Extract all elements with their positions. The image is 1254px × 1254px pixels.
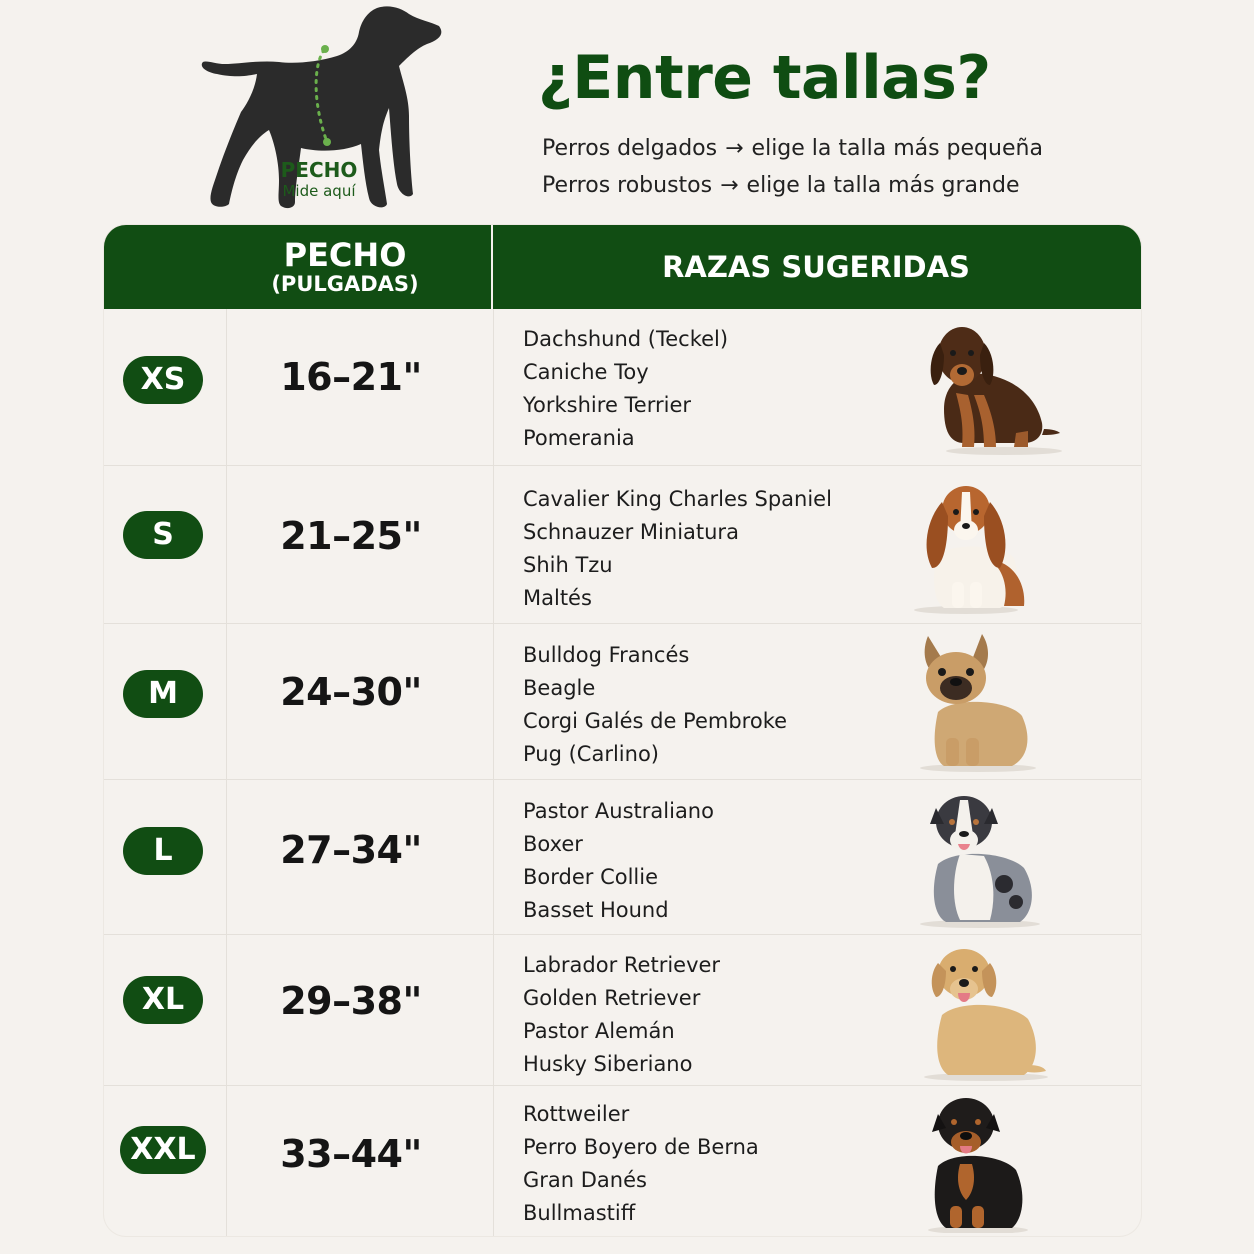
tip-stocky-dogs	[542, 171, 1019, 201]
header-breeds-label: RAZAS SUGERIDAS	[662, 250, 970, 284]
size-table	[104, 225, 1141, 1236]
chest-measure-label	[268, 158, 370, 200]
dachshund-photo	[904, 313, 1064, 458]
table-header	[104, 225, 1141, 309]
list-item: Yorkshire Terrier	[523, 393, 691, 417]
chest-range: 16–21"	[280, 355, 422, 399]
header-chest-label: PECHO	[283, 236, 407, 274]
list-item: Rottweiler	[523, 1102, 630, 1126]
chest-range: 21–25"	[280, 514, 422, 558]
breed-list	[523, 483, 832, 615]
tip-slim-dogs	[542, 134, 1043, 164]
breed-list	[523, 949, 720, 1081]
list-item: Gran Danés	[523, 1168, 647, 1192]
list-item: Pug (Carlino)	[523, 742, 659, 766]
list-item: Perro Boyero de Berna	[523, 1135, 759, 1159]
rottweiler-photo	[904, 1088, 1064, 1233]
chest-range: 27–34"	[280, 828, 422, 872]
breed-list	[523, 323, 728, 455]
list-item: Beagle	[523, 676, 596, 700]
header-chest	[104, 225, 493, 309]
header-chest-unit: (PULGADAS)	[271, 272, 419, 296]
list-item: Bulldog Francés	[523, 643, 690, 667]
size-badge: S	[123, 511, 203, 559]
list-item: Pastor Australiano	[523, 799, 714, 823]
arrow-right-icon: →	[720, 173, 739, 198]
chest-range: 24–30"	[280, 670, 422, 714]
australian-shepherd-photo	[904, 784, 1064, 929]
list-item: Basset Hound	[523, 898, 669, 922]
tip-advice: elige la talla más grande	[746, 173, 1020, 198]
cavalier-photo	[904, 472, 1064, 617]
breed-list	[523, 795, 714, 927]
list-item: Golden Retriever	[523, 986, 701, 1010]
arrow-right-icon: →	[725, 136, 744, 161]
table-row-s	[104, 465, 1141, 623]
table-row-l	[104, 779, 1141, 934]
list-item: Pomerania	[523, 426, 635, 450]
tip-condition: Perros delgados	[542, 136, 718, 161]
list-item: Husky Siberiano	[523, 1052, 693, 1076]
table-row-xs	[104, 309, 1141, 465]
labrador-photo	[904, 937, 1064, 1082]
list-item: Schnauzer Miniatura	[523, 520, 739, 544]
table-body	[104, 309, 1141, 1236]
list-item: Bullmastiff	[523, 1201, 636, 1225]
french-bulldog-photo	[904, 628, 1064, 773]
size-badge: XXL	[120, 1126, 206, 1174]
list-item: Caniche Toy	[523, 360, 649, 384]
list-item: Dachshund (Teckel)	[523, 327, 729, 351]
list-item: Boxer	[523, 832, 583, 856]
list-item: Cavalier King Charles Spaniel	[523, 487, 832, 511]
breed-list	[523, 1098, 759, 1230]
size-badge: XL	[123, 976, 203, 1024]
table-row-xxl	[104, 1085, 1141, 1236]
chest-range: 33–44"	[280, 1132, 422, 1176]
measure-title: PECHO	[280, 158, 358, 182]
tip-advice: elige la talla más pequeña	[751, 136, 1043, 161]
page-title: ¿Entre tallas?	[538, 43, 991, 113]
breed-list	[523, 639, 787, 771]
table-row-m	[104, 623, 1141, 779]
size-badge: M	[123, 670, 203, 718]
list-item: Labrador Retriever	[523, 953, 721, 977]
chest-range: 29–38"	[280, 979, 422, 1023]
list-item: Pastor Alemán	[523, 1019, 675, 1043]
list-item: Border Collie	[523, 865, 659, 889]
list-item: Shih Tzu	[523, 553, 613, 577]
measure-subtitle: Mide aquí	[282, 182, 356, 200]
list-item: Maltés	[523, 586, 592, 610]
list-item: Corgi Galés de Pembroke	[523, 709, 788, 733]
table-row-xl	[104, 934, 1141, 1085]
tip-condition: Perros robustos	[542, 173, 713, 198]
size-badge: L	[123, 827, 203, 875]
size-badge: XS	[123, 356, 203, 404]
